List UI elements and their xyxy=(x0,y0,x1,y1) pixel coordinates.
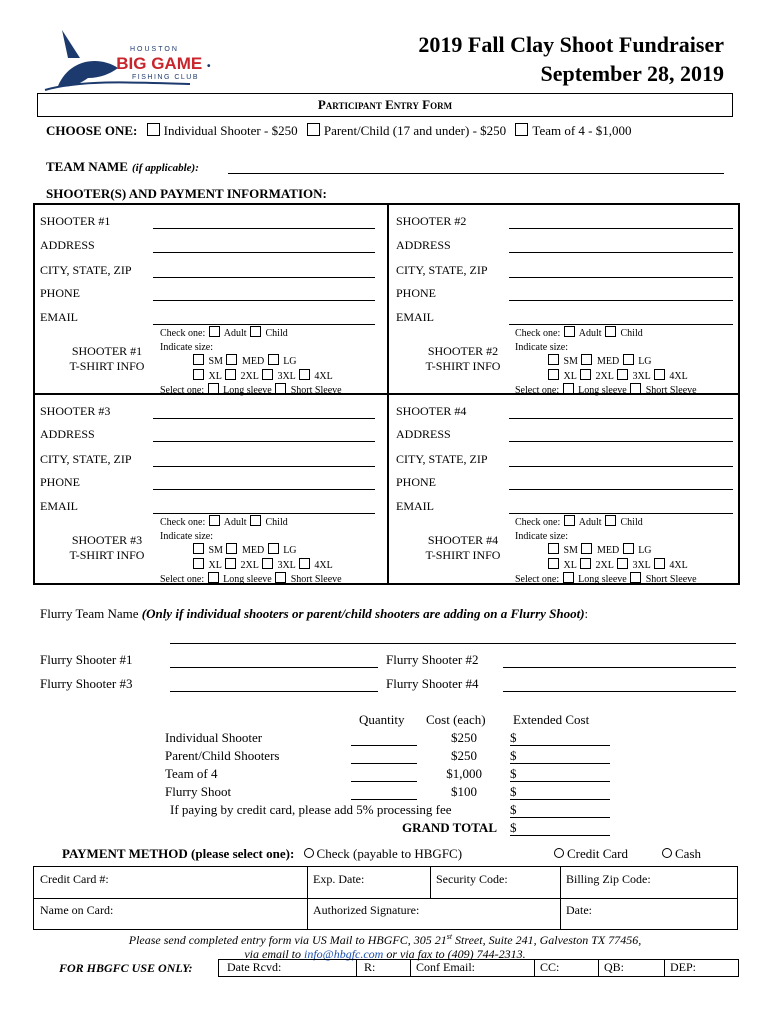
ext-flurry-field[interactable] xyxy=(510,799,610,800)
shooter-1-address-label: ADDRESS xyxy=(40,238,95,252)
cash-option xyxy=(660,846,701,862)
billing-zip-label[interactable]: Billing Zip Code: xyxy=(566,872,651,886)
shooter-3-name-field[interactable] xyxy=(153,418,375,419)
shooters-heading: SHOOTER(S) AND PAYMENT INFORMATION: xyxy=(46,186,327,201)
cost-item-individual: Individual Shooter xyxy=(165,730,263,745)
long-sleeve-checkbox[interactable] xyxy=(563,572,574,583)
use-only-table xyxy=(218,959,739,977)
xl-checkbox[interactable] xyxy=(548,558,559,569)
payment-col-3 xyxy=(560,867,561,929)
cc-label[interactable]: CC: xyxy=(540,960,560,974)
long-sleeve-checkbox[interactable] xyxy=(208,383,219,394)
short-sleeve-label: Short Sleeve xyxy=(645,574,697,585)
child-checkbox[interactable] xyxy=(250,326,261,337)
3xl-label: 3XL xyxy=(277,559,296,571)
4xl-checkbox[interactable] xyxy=(654,369,665,380)
med-checkbox[interactable] xyxy=(226,354,237,365)
shooter-3-address-field[interactable] xyxy=(153,441,375,442)
use-only-col-4 xyxy=(598,960,599,976)
med-checkbox[interactable] xyxy=(581,354,592,365)
shooter-1-city-label: CITY, STATE, ZIP xyxy=(40,263,132,277)
xl-checkbox[interactable] xyxy=(193,558,204,569)
shooter-2-shirt-label-2: T-SHIRT INFO xyxy=(425,359,501,373)
child-label: Child xyxy=(265,517,288,528)
cost-item-flurry: Flurry Shoot xyxy=(165,784,232,799)
flurry-shooter-3-label: Flurry Shooter #3 xyxy=(40,676,133,691)
shooter-1-shirt-options xyxy=(160,326,342,398)
qty-parent-child-field[interactable] xyxy=(351,763,417,764)
long-sleeve-checkbox[interactable] xyxy=(208,572,219,583)
med-checkbox[interactable] xyxy=(581,543,592,554)
ext-individual: $ xyxy=(510,730,517,745)
use-only-label: FOR HBGFC USE ONLY: xyxy=(59,961,193,975)
shooter-1-name-field[interactable] xyxy=(153,228,375,229)
event-title xyxy=(418,30,724,88)
sm-checkbox[interactable] xyxy=(548,543,559,554)
check-radio[interactable] xyxy=(304,848,314,858)
3xl-label: 3XL xyxy=(277,370,296,382)
shooter-3-email-field[interactable] xyxy=(153,513,375,514)
use-only-col-5 xyxy=(664,960,665,976)
r-label[interactable]: R: xyxy=(364,960,376,974)
shooter-4-shirt-options xyxy=(515,515,697,587)
team-name-hint: (if applicable): xyxy=(131,162,199,174)
title-line-2: September 28, 2019 xyxy=(540,61,724,86)
security-code-label[interactable]: Security Code: xyxy=(436,872,508,886)
logo-main-text: • BIG GAME • xyxy=(108,54,211,73)
shooter-2-address-field[interactable] xyxy=(509,252,733,253)
short-sleeve-label: Short Sleeve xyxy=(290,385,342,396)
short-sleeve-label: Short Sleeve xyxy=(290,574,342,585)
short-sleeve-checkbox[interactable] xyxy=(630,383,641,394)
mailing-sup: st xyxy=(446,932,453,941)
long-sleeve-label: Long sleeve xyxy=(223,574,272,585)
shooter-2-phone-field[interactable] xyxy=(509,300,733,301)
shooter-4-city-field[interactable] xyxy=(509,466,733,467)
cash-label: Cash xyxy=(675,846,701,861)
long-sleeve-label: Long sleeve xyxy=(578,385,627,396)
flurry-shooter-1-field[interactable] xyxy=(170,667,378,668)
shooter-4-shirt-label xyxy=(416,533,510,563)
choose-one-label: CHOOSE ONE: xyxy=(46,123,138,138)
cost-item-team: Team of 4 xyxy=(165,766,218,781)
individual-option: Individual Shooter - $250 xyxy=(163,123,298,138)
email-link[interactable]: info@hbgfc.com xyxy=(303,947,384,961)
adult-label: Adult xyxy=(223,328,247,339)
shooter-4-phone-field[interactable] xyxy=(509,489,733,490)
lg-label: LG xyxy=(638,545,652,556)
check-one-label: Check one: xyxy=(515,328,561,339)
adult-label: Adult xyxy=(223,517,247,528)
shooter-3-address-label: ADDRESS xyxy=(40,427,95,441)
med-label: MED xyxy=(241,545,265,556)
payment-col-2 xyxy=(430,867,431,898)
team-name-row xyxy=(46,158,199,176)
indicate-size-label: Indicate size: xyxy=(160,341,214,353)
shooter-3-email-label: EMAIL xyxy=(40,499,78,513)
club-logo xyxy=(40,28,215,93)
adult-label: Adult xyxy=(578,517,602,528)
shooter-4-label: SHOOTER #4 xyxy=(396,404,467,418)
shooter-4-shirt-label-2: T-SHIRT INFO xyxy=(425,548,501,562)
long-sleeve-checkbox[interactable] xyxy=(563,383,574,394)
lg-label: LG xyxy=(638,356,652,367)
3xl-label: 3XL xyxy=(632,559,651,571)
adult-checkbox[interactable] xyxy=(564,515,575,526)
ext-team: $ xyxy=(510,766,517,781)
cc-number-label[interactable]: Credit Card #: xyxy=(40,872,109,886)
lg-label: LG xyxy=(283,545,297,556)
4xl-label: 4XL xyxy=(669,559,688,571)
adult-checkbox[interactable] xyxy=(209,515,220,526)
shooter-4-name-field[interactable] xyxy=(509,418,733,419)
date-rcvd-label[interactable]: Date Rcvd: xyxy=(227,960,282,974)
flurry-shooter-1-label: Flurry Shooter #1 xyxy=(40,652,133,667)
flurry-shooter-4-field[interactable] xyxy=(503,691,736,692)
cost-header: Cost (each) xyxy=(426,712,486,727)
xl-label: XL xyxy=(208,370,222,382)
shooter-3-phone-label: PHONE xyxy=(40,475,81,489)
adult-checkbox[interactable] xyxy=(564,326,575,337)
xl-checkbox[interactable] xyxy=(193,369,204,380)
ext-team-field[interactable] xyxy=(510,781,610,782)
child-checkbox[interactable] xyxy=(605,326,616,337)
xl-label: XL xyxy=(563,559,577,571)
4xl-label: 4XL xyxy=(669,370,688,382)
form-title: Participant Entry Form xyxy=(317,97,453,112)
shooter-3-phone-field[interactable] xyxy=(153,489,375,490)
cost-individual: $250 xyxy=(451,730,477,745)
title-line-1: 2019 Fall Clay Shoot Fundraiser xyxy=(418,32,724,57)
shooter-4-address-field[interactable] xyxy=(509,441,733,442)
flurry-shooter-2-field[interactable] xyxy=(503,667,736,668)
child-label: Child xyxy=(620,517,643,528)
use-only-col-3 xyxy=(534,960,535,976)
short-sleeve-label: Short Sleeve xyxy=(645,385,697,396)
lg-checkbox[interactable] xyxy=(623,354,634,365)
2xl-label: 2XL xyxy=(595,370,614,382)
logo-main-label: BIG GAME xyxy=(116,54,203,73)
shooter-4-email-label: EMAIL xyxy=(396,499,434,513)
med-label: MED xyxy=(596,356,620,367)
shooter-1-email-field[interactable] xyxy=(153,324,375,325)
individual-checkbox[interactable] xyxy=(147,123,160,136)
select-one-label: Select one: xyxy=(160,574,205,585)
signature-label[interactable]: Authorized Signature: xyxy=(313,903,420,917)
short-sleeve-checkbox[interactable] xyxy=(630,572,641,583)
shooter-4-shirt-label-1: SHOOTER #4 xyxy=(427,533,499,547)
shooter-2-shirt-label-1: SHOOTER #2 xyxy=(427,344,499,358)
3xl-checkbox[interactable] xyxy=(617,558,628,569)
cost-team: $1,000 xyxy=(446,766,482,781)
check-one-label: Check one: xyxy=(160,328,206,339)
mailing-instructions xyxy=(0,930,770,961)
4xl-checkbox[interactable] xyxy=(654,558,665,569)
lg-label: LG xyxy=(283,356,297,367)
logo-top-text: HOUSTON xyxy=(130,46,179,53)
parent-child-checkbox[interactable] xyxy=(307,123,320,136)
child-checkbox[interactable] xyxy=(250,515,261,526)
team-option: Team of 4 - $1,000 xyxy=(532,123,632,138)
shooter-2-shirt-options xyxy=(515,326,697,398)
adult-label: Adult xyxy=(578,328,602,339)
flurry-shooter-3-field[interactable] xyxy=(170,691,378,692)
shooter-1-label: SHOOTER #1 xyxy=(40,214,111,228)
cost-item-parent-child: Parent/Child Shooters xyxy=(165,748,280,763)
med-label: MED xyxy=(596,545,620,556)
team-name-field[interactable] xyxy=(228,173,724,174)
ext-flurry: $ xyxy=(510,784,517,799)
cash-radio[interactable] xyxy=(662,848,672,858)
dep-label[interactable]: DEP: xyxy=(670,960,697,974)
shooter-1-city-field[interactable] xyxy=(153,277,375,278)
flurry-shooter-4-label: Flurry Shooter #4 xyxy=(386,676,479,691)
med-label: MED xyxy=(241,356,265,367)
4xl-checkbox[interactable] xyxy=(299,558,310,569)
long-sleeve-label: Long sleeve xyxy=(223,385,272,396)
use-only-col-1 xyxy=(356,960,357,976)
flurry-team-note: (Only if individual shooters or parent/child shooters are adding on a Flurry Shoot) xyxy=(141,606,585,621)
logo-bottom-text: FISHING CLUB xyxy=(132,74,200,81)
flurry-team-colon: : xyxy=(584,606,589,621)
lg-checkbox[interactable] xyxy=(268,354,279,365)
indicate-size-label: Indicate size: xyxy=(515,530,569,542)
xl-checkbox[interactable] xyxy=(548,369,559,380)
qty-team-field[interactable] xyxy=(351,781,417,782)
shooter-4-email-field[interactable] xyxy=(509,513,733,514)
child-checkbox[interactable] xyxy=(605,515,616,526)
shooter-2-email-label: EMAIL xyxy=(396,310,434,324)
shooter-1-email-label: EMAIL xyxy=(40,310,78,324)
use-only-col-2 xyxy=(410,960,411,976)
4xl-label: 4XL xyxy=(314,559,333,571)
indicate-size-label: Indicate size: xyxy=(160,530,214,542)
short-sleeve-checkbox[interactable] xyxy=(275,383,286,394)
shooter-3-shirt-options xyxy=(160,515,342,587)
credit-card-option xyxy=(552,846,628,862)
shooter-2-address-label: ADDRESS xyxy=(396,238,451,252)
select-one-label: Select one: xyxy=(515,385,560,396)
shooter-2-email-field[interactable] xyxy=(509,324,733,325)
2xl-label: 2XL xyxy=(240,559,259,571)
select-one-label: Select one: xyxy=(160,385,205,396)
extended-header: Extended Cost xyxy=(513,712,590,727)
4xl-checkbox[interactable] xyxy=(299,369,310,380)
qb-label[interactable]: QB: xyxy=(604,960,625,974)
2xl-checkbox[interactable] xyxy=(225,369,236,380)
shooter-2-name-field[interactable] xyxy=(509,228,733,229)
payment-method-label: PAYMENT METHOD (please select one): xyxy=(62,846,295,861)
ext-parent-child: $ xyxy=(510,748,517,763)
quantity-header: Quantity xyxy=(359,712,405,727)
exp-date-label[interactable]: Exp. Date: xyxy=(313,872,365,886)
sm-checkbox[interactable] xyxy=(548,354,559,365)
2xl-checkbox[interactable] xyxy=(580,558,591,569)
shooter-1-address-field[interactable] xyxy=(153,252,375,253)
sm-label: SM xyxy=(563,356,578,367)
short-sleeve-checkbox[interactable] xyxy=(275,572,286,583)
mailing-line-2a: via email to xyxy=(244,947,304,961)
shooter-1-shirt-label-2: T-SHIRT INFO xyxy=(69,359,145,373)
med-checkbox[interactable] xyxy=(226,543,237,554)
3xl-label: 3XL xyxy=(632,370,651,382)
team-checkbox[interactable] xyxy=(515,123,528,136)
shooter-3-shirt-label-1: SHOOTER #3 xyxy=(71,533,143,547)
ext-parent-child-field[interactable] xyxy=(510,763,610,764)
long-sleeve-label: Long sleeve xyxy=(578,574,627,585)
parent-child-option: Parent/Child (17 and under) - $250 xyxy=(323,123,507,138)
shooter-1-phone-label: PHONE xyxy=(40,286,81,300)
cost-parent-child: $250 xyxy=(451,748,477,763)
shooter-4-address-label: ADDRESS xyxy=(396,427,451,441)
conf-email-label[interactable]: Conf Email: xyxy=(416,960,475,974)
sm-label: SM xyxy=(208,356,223,367)
shooter-2-city-label: CITY, STATE, ZIP xyxy=(396,263,488,277)
3xl-checkbox[interactable] xyxy=(617,369,628,380)
xl-label: XL xyxy=(208,559,222,571)
credit-card-label: Credit Card xyxy=(567,846,629,861)
check-one-label: Check one: xyxy=(160,517,206,528)
shooter-3-label: SHOOTER #3 xyxy=(40,404,111,418)
grand-total-label: GRAND TOTAL xyxy=(402,820,497,835)
ext-grand-total: $ xyxy=(510,820,517,835)
payment-row-divider xyxy=(34,898,737,899)
cost-flurry: $100 xyxy=(451,784,477,799)
4xl-label: 4XL xyxy=(314,370,333,382)
2xl-checkbox[interactable] xyxy=(225,558,236,569)
adult-checkbox[interactable] xyxy=(209,326,220,337)
sm-checkbox[interactable] xyxy=(193,543,204,554)
2xl-checkbox[interactable] xyxy=(580,369,591,380)
qty-individual-field[interactable] xyxy=(351,745,417,746)
choose-one-row xyxy=(46,123,632,139)
mailing-line-1b: Street, Suite 241, Galveston TX 77456, xyxy=(452,933,642,947)
child-label: Child xyxy=(265,328,288,339)
credit-card-radio[interactable] xyxy=(554,848,564,858)
lg-checkbox[interactable] xyxy=(623,543,634,554)
grand-total-field[interactable] xyxy=(510,835,610,836)
name-on-card-label[interactable]: Name on Card: xyxy=(40,903,114,917)
lg-checkbox[interactable] xyxy=(268,543,279,554)
3xl-checkbox[interactable] xyxy=(262,369,273,380)
select-one-label: Select one: xyxy=(515,574,560,585)
shooter-1-phone-field[interactable] xyxy=(153,300,375,301)
payment-method-row xyxy=(62,846,462,862)
payment-col-1 xyxy=(307,867,308,929)
ext-cc-fee: $ xyxy=(510,802,517,817)
payment-date-label[interactable]: Date: xyxy=(566,903,592,917)
shooter-3-city-field[interactable] xyxy=(153,466,375,467)
ext-cc-fee-field[interactable] xyxy=(510,817,610,818)
sm-label: SM xyxy=(563,545,578,556)
3xl-checkbox[interactable] xyxy=(262,558,273,569)
shooter-3-city-label: CITY, STATE, ZIP xyxy=(40,452,132,466)
mailing-line-1: Please send completed entry form via US Mail to HBGFC, 305 21 xyxy=(128,933,447,947)
sm-checkbox[interactable] xyxy=(193,354,204,365)
shooter-1-shirt-label-1: SHOOTER #1 xyxy=(71,344,143,358)
flurry-team-label: Flurry Team Name xyxy=(40,606,139,621)
shooter-4-city-label: CITY, STATE, ZIP xyxy=(396,452,488,466)
mailing-line-2b: or via fax to (409) 744-2313. xyxy=(383,947,526,961)
shooter-3-shirt-label xyxy=(60,533,154,563)
shooter-2-phone-label: PHONE xyxy=(396,286,437,300)
child-label: Child xyxy=(620,328,643,339)
shooter-1-shirt-label xyxy=(60,344,154,374)
flurry-team-field[interactable] xyxy=(170,643,736,644)
flurry-shooter-2-label: Flurry Shooter #2 xyxy=(386,652,479,667)
shooter-2-city-field[interactable] xyxy=(509,277,733,278)
cc-fee-note: If paying by credit card, please add 5% processing fee xyxy=(170,802,452,817)
2xl-label: 2XL xyxy=(595,559,614,571)
2xl-label: 2XL xyxy=(240,370,259,382)
xl-label: XL xyxy=(563,370,577,382)
check-one-label: Check one: xyxy=(515,517,561,528)
shooter-3-shirt-label-2: T-SHIRT INFO xyxy=(69,548,145,562)
team-name-label: TEAM NAME xyxy=(46,159,128,174)
check-label: Check (payable to HBGFC) xyxy=(316,846,463,861)
shooter-2-label: SHOOTER #2 xyxy=(396,214,467,228)
ext-individual-field[interactable] xyxy=(510,745,610,746)
flurry-team-row xyxy=(40,606,588,622)
shooter-2-shirt-label xyxy=(416,344,510,374)
qty-flurry-field[interactable] xyxy=(351,799,417,800)
sm-label: SM xyxy=(208,545,223,556)
indicate-size-label: Indicate size: xyxy=(515,341,569,353)
shooter-4-phone-label: PHONE xyxy=(396,475,437,489)
